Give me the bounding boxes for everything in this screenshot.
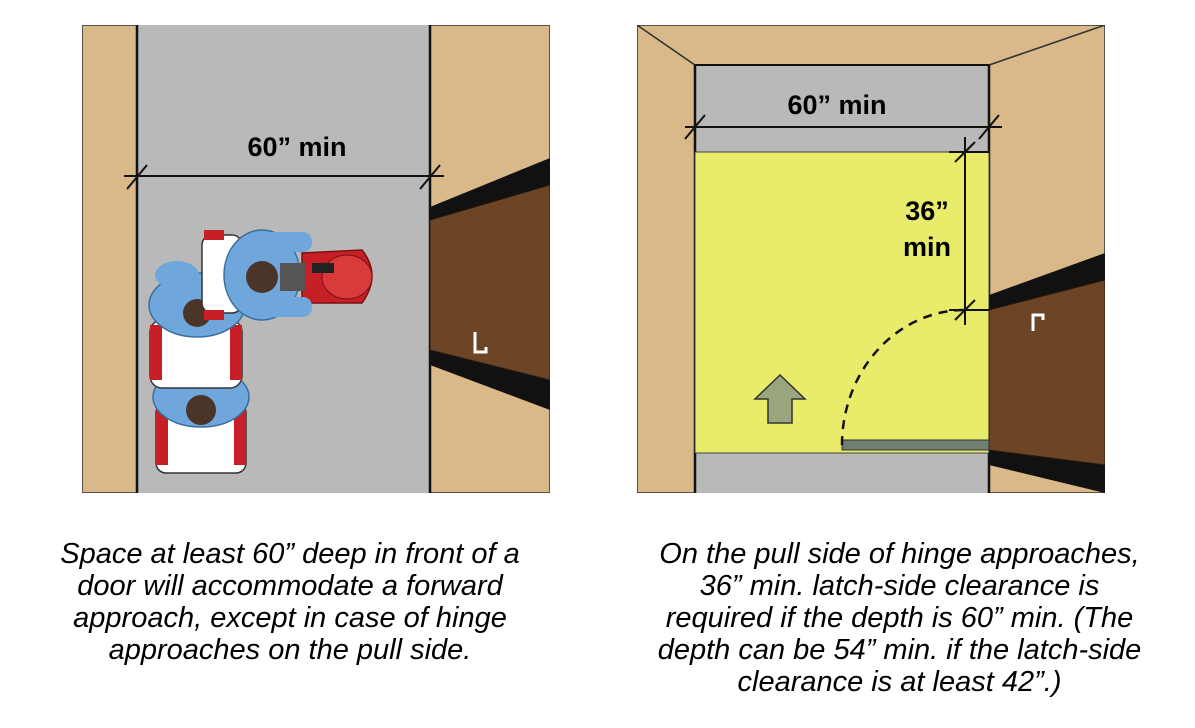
right-caption-line: clearance is at least 42”.) (737, 666, 1062, 698)
width-dimension-label: 60” min (787, 90, 887, 120)
right-caption-line: 36” min. latch-side clearance is (699, 570, 1100, 602)
pull-side-hinge-approach-diagram (637, 25, 1105, 493)
door-leaf (430, 185, 550, 380)
latch-dimension-label-line2: min (902, 232, 951, 262)
left-wall (637, 25, 695, 493)
width-dimension-label: 60” min (247, 132, 347, 162)
left-caption (10, 538, 570, 666)
right-caption-line: required if the depth is 60” min. (The (665, 602, 1134, 634)
right-caption-line: depth can be 54” min. if the latch-side (657, 634, 1142, 666)
swung-door-leaf (842, 440, 989, 450)
left-caption-line: door will accommodate a forward (77, 570, 503, 602)
left-wall (82, 25, 137, 493)
door-leaf (989, 280, 1105, 465)
left-caption-line: Space at least 60” deep in front of a (60, 538, 520, 570)
forward-approach-drawing (82, 25, 550, 493)
right-caption (607, 538, 1192, 698)
left-caption-line: approach, except in case of hinge (73, 602, 507, 634)
latch-dimension-label-line1: 36” (905, 196, 949, 226)
left-caption-line: approaches on the pull side. (108, 634, 472, 666)
right-caption-line: On the pull side of hinge approaches, (659, 538, 1140, 570)
forward-approach-diagram (82, 25, 550, 493)
